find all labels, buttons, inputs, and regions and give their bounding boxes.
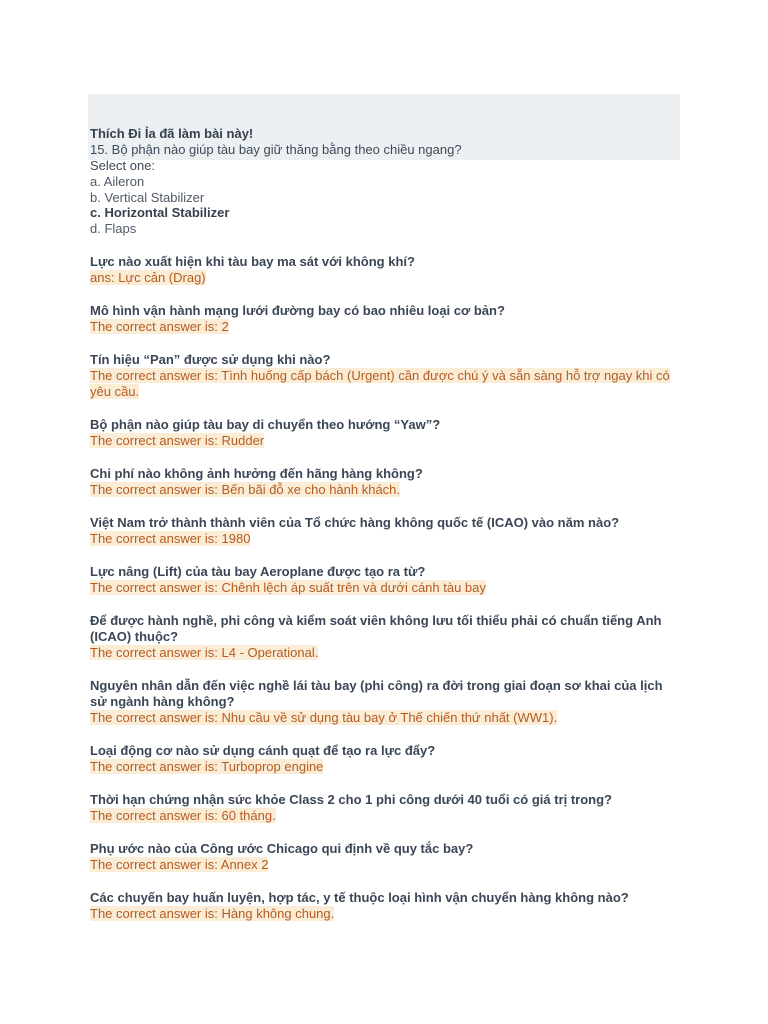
answer-prefix: The correct answer is: — [90, 645, 222, 660]
answer-line — [90, 645, 680, 661]
answer-line — [90, 319, 680, 335]
qa-item — [90, 466, 680, 498]
document-body — [90, 126, 680, 922]
question-text: Tín hiệu “Pan” được sử dụng khi nào? — [90, 352, 331, 367]
question-15: 15. Bộ phận nào giúp tàu bay giữ thăng bằng theo chiều ngang? — [90, 142, 462, 157]
answer-prefix: The correct answer is: — [90, 710, 222, 725]
answer-line — [90, 531, 680, 547]
question-text: Mô hình vận hành mạng lưới đường bay có bao nhiêu loại cơ bản? — [90, 303, 505, 318]
answer-prefix: The correct answer is: — [90, 857, 221, 872]
answer-prefix: ans: — [90, 270, 119, 285]
question-text: Phụ ước nào của Công ước Chicago qui định về quy tắc bay? — [90, 841, 474, 856]
qa-item — [90, 352, 680, 400]
answer-text: L4 - Operational. — [221, 645, 319, 660]
answer-line — [90, 857, 680, 873]
qa-item — [90, 792, 680, 824]
question-text: Việt Nam trở thành thành viên của Tổ chức hàng không quốc tế (ICAO) vào năm nào? — [90, 515, 620, 530]
qa-item — [90, 564, 680, 596]
answer-text: Hàng không chung. — [221, 906, 335, 921]
question-text: Bộ phận nào giúp tàu bay di chuyển theo hướng “Yaw”? — [90, 417, 441, 432]
qa-item — [90, 417, 680, 449]
option-c: c. Horizontal Stabilizer — [90, 205, 230, 220]
qa-item — [90, 515, 680, 547]
answer-text: 60 tháng. — [221, 808, 276, 823]
option-b: b. Vertical Stabilizer — [90, 189, 205, 205]
answer-line — [90, 482, 680, 498]
qa-item — [90, 678, 680, 726]
answer-line — [90, 906, 680, 922]
answer-line — [90, 808, 680, 824]
option-d: d. Flaps — [90, 220, 137, 236]
question-text: Nguyên nhân dẫn đến việc nghề lái tàu bay (phi công) ra đời trong giai đoạn sơ khai của lịch sử ngành hàng không? — [90, 678, 663, 709]
answer-line — [90, 759, 680, 775]
answer-prefix: The correct answer is: — [90, 319, 222, 334]
qa-item — [90, 743, 680, 775]
answer-prefix: The correct answer is: — [90, 759, 222, 774]
answer-prefix: The correct answer is: — [90, 433, 222, 448]
answer-line — [90, 368, 680, 400]
answer-line — [90, 433, 680, 449]
question-text: Để được hành nghề, phi công và kiểm soát viên không lưu tối thiểu phải có chuẩn tiếng Anh (ICAO) thuộc? — [90, 613, 662, 644]
answer-prefix: The correct answer is: — [90, 482, 222, 497]
answer-text: Annex 2 — [220, 857, 269, 872]
answer-text: Rudder — [221, 433, 265, 448]
answer-line — [90, 270, 680, 286]
answer-line — [90, 710, 680, 726]
answer-prefix: The correct answer is: — [90, 368, 222, 383]
answer-text: Lực cản (Drag) — [118, 270, 206, 285]
answer-text: Tình huống cấp bách (Urgent) cần được chú ý và sẵn sàng hỗ trợ ngay khi có yêu cầu. — [90, 368, 670, 399]
question-text: Chi phí nào không ảnh hưởng đến hãng hàng không? — [90, 466, 423, 481]
answer-text: Turboprop engine — [221, 759, 324, 774]
answer-text: Nhu cầu về sử dụng tàu bay ở Thế chiến thứ nhất (WW1). — [221, 710, 558, 725]
qa-item — [90, 254, 680, 286]
qa-list — [90, 254, 680, 922]
answer-prefix: The correct answer is: — [90, 580, 222, 595]
question-text: Lực nào xuất hiện khi tàu bay ma sát với không khí? — [90, 254, 415, 269]
select-one-label: Select one: — [90, 158, 156, 173]
answer-text: 1980 — [221, 531, 251, 546]
question-text: Lực nâng (Lift) của tàu bay Aeroplane được tạo ra từ? — [90, 564, 426, 579]
qa-item — [90, 890, 680, 922]
answer-text: Bến bãi đỗ xe cho hành khách. — [221, 482, 401, 497]
answer-prefix: The correct answer is: — [90, 531, 222, 546]
answer-prefix: The correct answer is: — [90, 808, 222, 823]
answer-line — [90, 580, 680, 596]
qa-item — [90, 841, 680, 873]
options-list — [90, 174, 680, 236]
qa-item — [90, 613, 680, 661]
answer-text: 2 — [221, 319, 229, 334]
question-text: Thời hạn chứng nhận sức khỏe Class 2 cho 1 phi công dưới 40 tuổi có giá trị trong? — [90, 792, 612, 807]
answer-text: Chênh lệch áp suất trên và dưới cánh tàu bay — [221, 580, 486, 595]
completed-by-line: Thích Đi Ỉa đã làm bài này! — [90, 126, 254, 141]
qa-item — [90, 303, 680, 335]
question-text: Loại động cơ nào sử dụng cánh quạt để tạo ra lực đẩy? — [90, 743, 436, 758]
question-text: Các chuyến bay huấn luyện, hợp tác, y tế thuộc loại hình vận chuyển hàng không nào? — [90, 890, 629, 905]
answer-prefix: The correct answer is: — [90, 906, 222, 921]
option-a: a. Aileron — [90, 174, 145, 189]
